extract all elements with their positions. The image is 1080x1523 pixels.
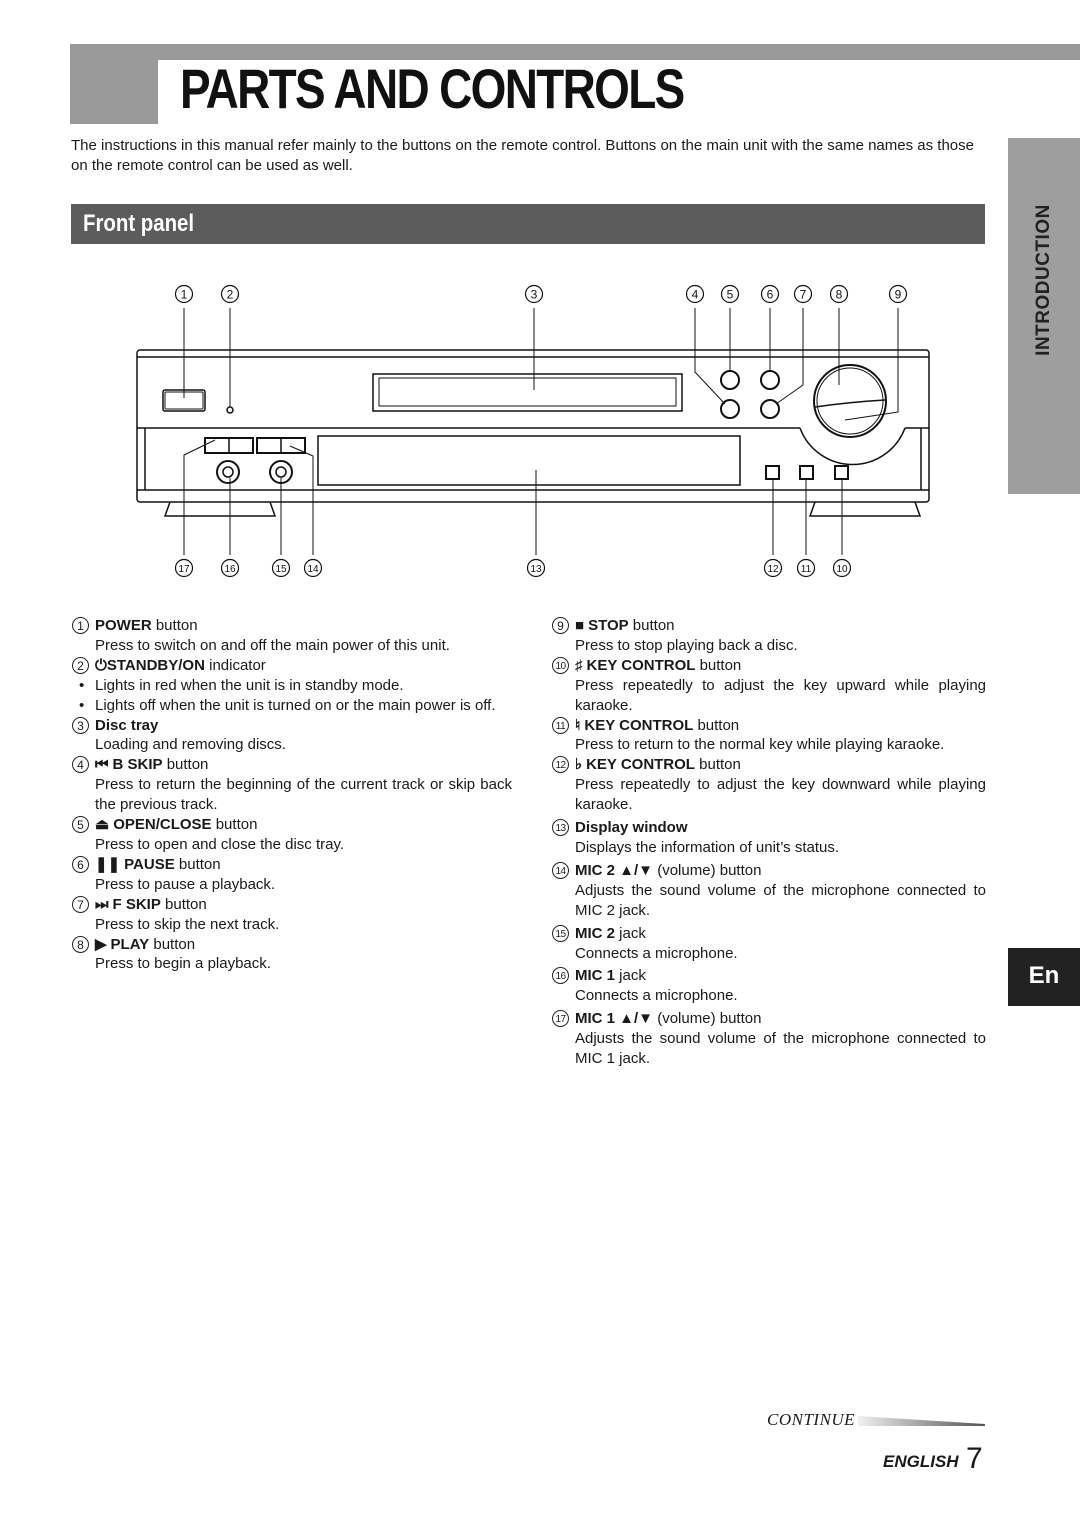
list-item-15 xyxy=(552,924,986,964)
item-description: Press to stop playing back a disc. xyxy=(575,636,798,654)
callout-11-label: 11 xyxy=(800,564,812,575)
item-number: 16 xyxy=(552,967,569,984)
item-description: Press to open and close the disc tray. xyxy=(95,835,345,853)
eject-icon: ⏏ xyxy=(95,816,110,834)
item-description: Adjusts the sound volume of the microphone connected to MIC 2 jack. xyxy=(575,881,986,919)
item-number: 14 xyxy=(552,862,569,879)
item-suffix: button xyxy=(211,816,258,834)
list-item-17 xyxy=(552,1009,986,1069)
list-item-16 xyxy=(552,966,986,1006)
item-bullet: • Lights off when the unit is turned on or the main power is off. xyxy=(95,696,512,716)
section-title: Front panel xyxy=(83,210,195,237)
item-description: Press to switch on and off the main power of this unit. xyxy=(95,636,450,654)
item-name: B SKIP xyxy=(112,756,163,774)
callouts-bottom xyxy=(176,560,851,577)
disc-tray-shape xyxy=(373,374,682,411)
callout-2 xyxy=(222,286,239,303)
item-suffix: button xyxy=(149,935,196,953)
page-title: PARTS AND CONTROLS xyxy=(180,57,684,120)
key-natural-button-shape xyxy=(800,466,813,479)
item-bullet: • Lights in red when the unit is in standby mode. xyxy=(95,676,512,696)
item-number: 12 xyxy=(552,756,569,773)
callout-15 xyxy=(273,560,290,577)
standby-icon: ⏻ xyxy=(95,656,107,674)
foot-left xyxy=(165,502,275,516)
list-item-9 xyxy=(552,616,986,656)
item-number: 6 xyxy=(72,856,89,873)
play-stop-dial-split xyxy=(815,400,885,407)
list-item-13 xyxy=(552,818,986,858)
item-suffix: button xyxy=(160,895,207,913)
callout-6-label: 6 xyxy=(766,287,774,302)
item-suffix: button xyxy=(694,756,741,774)
item-name: MIC 1 ▲/▼ xyxy=(575,1010,654,1028)
callout-7-label: 7 xyxy=(799,287,807,302)
item-suffix: indicator xyxy=(204,656,266,674)
item-description: Press to return to the normal key while playing karaoke. xyxy=(575,736,945,754)
skip-back-button-shape xyxy=(721,371,739,389)
pause-icon: ❚❚ xyxy=(95,855,121,873)
item-name: MIC 2 ▲/▼ xyxy=(575,861,654,879)
callout-4-label: 4 xyxy=(691,287,699,302)
list-item-11 xyxy=(552,716,986,756)
intro-paragraph: The instructions in this manual refer mainly to the buttons on the remote control. Buttons on the main unit with the same names as those on the remote control can be used as well. xyxy=(71,137,974,174)
item-suffix: jack xyxy=(615,967,646,985)
callout-15-label: 15 xyxy=(275,564,287,575)
key-flat-button-shape xyxy=(766,466,779,479)
item-suffix: button xyxy=(162,756,209,774)
flat-icon: ♭ xyxy=(575,756,583,774)
foot-right xyxy=(810,502,920,516)
callout-14 xyxy=(305,560,322,577)
callout-5 xyxy=(722,286,739,303)
leader-lines xyxy=(184,308,898,555)
item-name: POWER xyxy=(95,617,152,634)
item-number: 1 xyxy=(72,617,89,634)
list-item-8 xyxy=(72,935,512,975)
item-suffix: button xyxy=(174,855,221,873)
callout-17-label: 17 xyxy=(178,564,190,575)
item-suffix: button xyxy=(628,617,675,634)
item-name: STANDBY/ON xyxy=(106,656,205,674)
language-tab xyxy=(1008,948,1080,1006)
mic1-jack-hole xyxy=(223,467,233,477)
item-description: Press to return the beginning of the current track or skip back the previous track. xyxy=(95,776,512,814)
callout-9-label: 9 xyxy=(894,287,902,302)
callout-10-label: 10 xyxy=(836,564,848,575)
callout-17 xyxy=(176,560,193,577)
item-name: OPEN/CLOSE xyxy=(113,816,212,834)
item-name: Disc tray xyxy=(95,716,159,734)
item-number: 5 xyxy=(72,816,89,833)
list-item-12 xyxy=(552,755,986,815)
list-item-7 xyxy=(72,895,512,935)
item-number: 8 xyxy=(72,936,89,953)
item-number: 9 xyxy=(552,617,569,634)
stop-icon: ■ xyxy=(575,617,585,634)
sharp-icon: ♯ xyxy=(575,656,583,674)
mic1-jack-shape xyxy=(217,461,239,483)
item-name: MIC 2 xyxy=(575,924,616,942)
list-item-3 xyxy=(72,716,512,756)
item-description: Press repeatedly to adjust the key downward while playing karaoke. xyxy=(575,776,986,814)
callout-16 xyxy=(222,560,239,577)
item-number: 7 xyxy=(72,896,89,913)
skip-back-icon: ⏮ xyxy=(95,756,109,774)
callout-12-label: 12 xyxy=(767,564,779,575)
list-item-6 xyxy=(72,855,512,895)
item-suffix: (volume) button xyxy=(653,1010,762,1028)
item-description: Adjusts the sound volume of the microphone connected to MIC 1 jack. xyxy=(575,1030,986,1068)
natural-icon: ♮ xyxy=(575,716,581,734)
disc-tray-inner xyxy=(379,378,676,406)
item-number: 13 xyxy=(552,819,569,836)
item-name: PAUSE xyxy=(124,855,175,873)
item-name: KEY CONTROL xyxy=(586,656,696,674)
callouts-top xyxy=(176,286,907,303)
item-name: KEY CONTROL xyxy=(586,756,695,774)
item-suffix: button xyxy=(695,656,742,674)
item-number: 10 xyxy=(552,657,569,674)
callout-11 xyxy=(798,560,815,577)
footer-language: ENGLISH xyxy=(883,1452,959,1471)
callout-2-label: 2 xyxy=(226,287,234,302)
list-item-1 xyxy=(72,616,512,656)
item-number: 17 xyxy=(552,1010,569,1027)
side-tab-label: INTRODUCTION xyxy=(1033,204,1054,357)
continue-label: CONTINUE xyxy=(767,1410,856,1429)
item-name: KEY CONTROL xyxy=(584,716,694,734)
item-number: 15 xyxy=(552,925,569,942)
key-sharp-button-shape xyxy=(835,466,848,479)
continue-arrow-icon xyxy=(858,1414,986,1428)
callout-5-label: 5 xyxy=(726,287,734,302)
play-icon: ▶ xyxy=(95,935,107,953)
item-description: Loading and removing discs. xyxy=(95,736,286,754)
callout-1-label: 1 xyxy=(180,287,188,302)
mic2-jack-hole xyxy=(276,467,286,477)
parts-list-right xyxy=(552,616,986,1069)
list-item-2 xyxy=(72,656,512,716)
language-tab-label: En xyxy=(1028,962,1060,989)
callout-12 xyxy=(765,560,782,577)
skip-fwd-button-shape xyxy=(761,400,779,418)
item-name: F SKIP xyxy=(112,895,161,913)
item-description: Press to skip the next track. xyxy=(95,915,280,933)
item-description: Press to begin a playback. xyxy=(95,955,271,973)
display-window-shape xyxy=(318,436,740,485)
callout-10 xyxy=(834,560,851,577)
callout-1 xyxy=(176,286,193,303)
callout-3-label: 3 xyxy=(530,287,538,302)
callout-7 xyxy=(795,286,812,303)
callout-8-label: 8 xyxy=(835,287,843,302)
open-close-button-shape xyxy=(761,371,779,389)
skip-forward-icon: ⏭ xyxy=(95,895,109,913)
list-item-5 xyxy=(72,815,512,855)
callout-3 xyxy=(526,286,543,303)
callout-13-label: 13 xyxy=(530,564,542,575)
item-number: 4 xyxy=(72,756,89,773)
item-description: Press repeatedly to adjust the key upward while playing karaoke. xyxy=(575,676,986,714)
item-number: 2 xyxy=(72,657,89,674)
page-number: 7 xyxy=(966,1442,983,1475)
list-item-14 xyxy=(552,861,986,921)
standby-led-shape xyxy=(227,407,233,413)
item-description: Connects a microphone. xyxy=(575,987,738,1005)
item-suffix: button xyxy=(151,617,198,634)
callout-14-label: 14 xyxy=(307,564,319,575)
callout-16-label: 16 xyxy=(224,564,236,575)
callout-8 xyxy=(831,286,848,303)
callout-6 xyxy=(762,286,779,303)
callout-9 xyxy=(890,286,907,303)
item-name: Display window xyxy=(575,819,688,837)
item-suffix: jack xyxy=(615,924,646,942)
item-number: 3 xyxy=(72,717,89,734)
item-name: MIC 1 xyxy=(575,967,616,985)
list-item-10 xyxy=(552,656,986,716)
front-panel-diagram xyxy=(0,0,1080,600)
item-name: PLAY xyxy=(110,935,150,953)
item-name: STOP xyxy=(588,617,629,634)
item-description: Press to pause a playback. xyxy=(95,875,276,893)
list-item-4 xyxy=(72,755,512,815)
item-suffix: button xyxy=(693,716,740,734)
item-description: Connects a microphone. xyxy=(575,944,738,962)
item-suffix: (volume) button xyxy=(653,861,762,879)
item-description: Displays the information of unit’s status. xyxy=(575,838,840,856)
callout-13 xyxy=(528,560,545,577)
callout-4 xyxy=(687,286,704,303)
parts-list-left xyxy=(72,616,512,974)
item-number: 11 xyxy=(552,717,569,734)
